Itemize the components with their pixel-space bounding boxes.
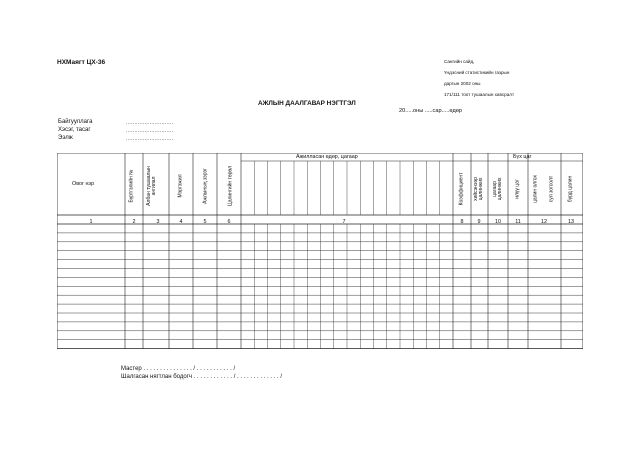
section-field[interactable]: ............................ [126,128,174,134]
form-title: АЖЛЫН ДААЛГАВАР НЭГТГЭЛ [258,100,356,107]
table-grid [57,153,583,350]
column-number: 10 [495,219,501,225]
salary-type-header: Цалингийн төрөл [227,165,234,207]
date-line: 20.....оны .....сар.....өдөр [399,108,462,114]
coefficient-header: Коэффициент [458,172,465,206]
approval-line: даргын 2002 оны [444,81,481,86]
shift-label: Ээлж [58,135,73,141]
organization-field[interactable]: ............................ [126,120,174,126]
column-number: 13 [568,219,574,225]
pay-out-header: цалин олгох [532,174,539,204]
summary-table [57,153,583,351]
piecework-header: хийсэнээр цалинжих [472,177,484,201]
overtime-header: илүү цаг [514,179,521,199]
all-hours-header: Бүх цаг [513,154,532,160]
shift-field[interactable]: ............................ [126,136,174,142]
form-code: НХМаягт ЦХ-36 [57,59,106,66]
master-signature-line: Мастер . . . . . . . . . . . . . . . / . . . . . . . . . . . / [121,366,236,372]
accountant-signature-line: Шалгасан нягтлан бодогч . . . . . . . . . . . . / . . . . . . . . . . . . . / [121,374,283,380]
approval-line: 171/111 тоот тушаалын хавсралт [444,92,515,97]
surname-header: Овог нэр [72,181,95,187]
position-category-header: Албан тушаалын ангилал [145,166,157,206]
profession-header: Мэргэжил [177,174,184,198]
column-number: 4 [179,219,183,225]
idle-time-header: сул зогсолт [548,175,555,203]
approval-line: Сангийн сайд, [444,59,475,64]
column-number: 1 [89,219,93,225]
organization-label: Байгууллага [58,119,93,125]
registration-no-header: Бүртгэлийн № [128,169,135,203]
column-number: 2 [132,219,136,225]
worked-days-header: Ажилласан өдөр, цагаар [296,154,358,160]
column-number: 9 [477,219,481,225]
column-number: 5 [203,219,207,225]
column-number: 11 [515,219,521,225]
total-salary-header: бүрд цалин [567,175,574,203]
column-number: 6 [227,219,231,225]
column-number: 12 [541,219,547,225]
hourly-header: цагаар цалинжих [491,177,503,201]
column-number: 7 [342,219,346,225]
job-grade-header: Ажлының зэрэг [202,168,209,204]
column-number: 8 [460,219,464,225]
section-label: Хэсэг, тасаг [58,127,91,133]
approval-line: Үндэсний статистикийн газрын [444,70,510,75]
column-number: 3 [156,219,160,225]
